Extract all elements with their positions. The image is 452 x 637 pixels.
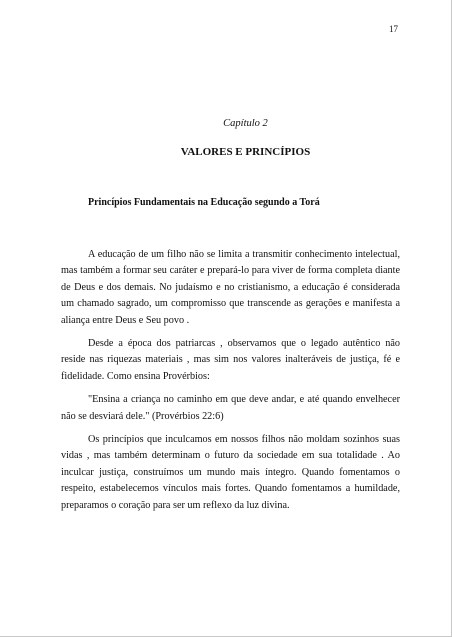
paragraph: Desde a época dos patriarcas , observamos que o legado autêntico não reside nas riquezas materiais , mas sim nos valores inalteráveis de justiça, fé e fidelidade. Como ensina Provérbios:	[61, 338, 400, 382]
chapter-title: VALORES E PRINCÍPIOS	[180, 146, 311, 158]
chapter-label: Capítulo 2	[223, 118, 268, 129]
quote-paragraph: "Ensina a criança no caminho em que deve andar, e até quando envelhecer não se desviará dele." (Provérbios 22:6)	[61, 394, 400, 422]
paragraph: A educação de um filho não se limita a transmitir conhecimento intelectual, mas também a formar seu caráter e prepará-lo para viver de forma completa diante de Deus e dos demais. No judaísmo e no cristianismo, a educação é considerada um chamado sagrado, um compromisso que transcende as gerações e manifesta a aliança entre Deus e Seu povo .	[61, 249, 400, 326]
section-title: Princípios Fundamentais na Educação segundo a Torá	[88, 197, 320, 208]
paragraph: Os princípios que inculcamos em nossos filhos não moldam sozinhos suas vidas , mas também determinam o futuro da sociedade em sua totalidade . Ao inculcar justiça, construímos um mundo mais íntegro. Quando fomentamos o respeito, estabelecemos vínculos mais fortes. Quando fomentamos a humildade, preparamos o coração para ser um reflexo da luz divina.	[61, 434, 400, 511]
page-number: 17	[389, 24, 398, 34]
body-text	[61, 247, 400, 521]
